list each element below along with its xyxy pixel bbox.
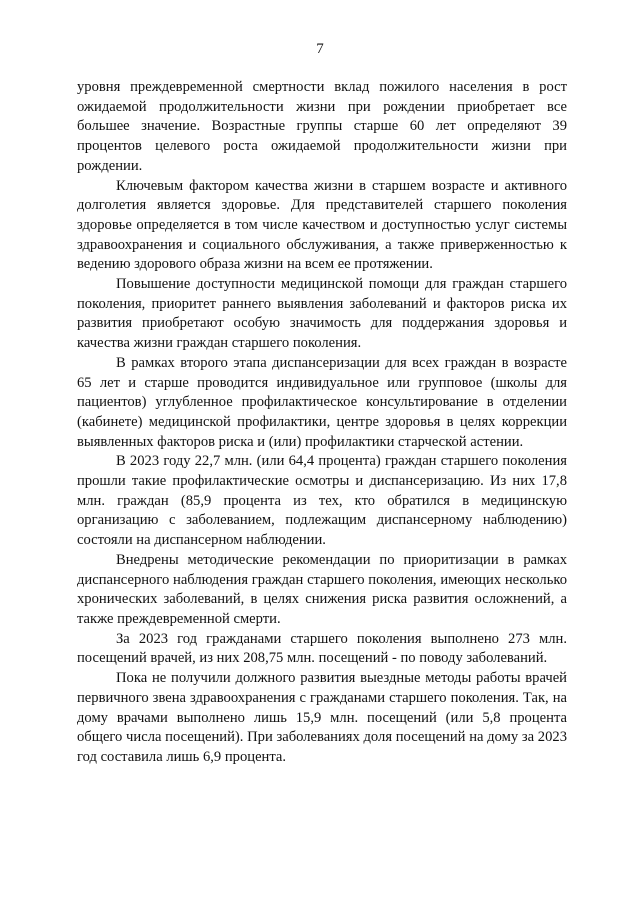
paragraph-7: За 2023 год гражданами старшего поколения выполнено 273 млн. посещений врачей, из них 208,75 млн. посещений - по поводу заболеваний. [77,630,567,667]
document-body [77,78,567,768]
paragraph-5: В 2023 году 22,7 млн. (или 64,4 процента) граждан старшего поколения прошли такие профилактические осмотры и диспансеризацию. Из них 17,8 млн. граждан (85,9 процента из тех, кто обратился в медицинскую организацию с заболеванием, подлежащим диспансерному наблюдению) состояли на диспансерном наблюдении. [77,453,567,549]
paragraph-6: Внедрены методические рекомендации по приоритизации в рамках диспансерного наблюдения граждан старшего поколения, имеющих несколько хронических заболеваний, в целях снижения риска развития осложнений, а также преждевременной смерти. [77,551,567,627]
page-number: 7 [316,41,324,57]
paragraph-4: В рамках второго этапа диспансеризации для всех граждан в возрасте 65 лет и старше проводится индивидуальное или групповое (школы для пациентов) углубленное профилактическое консультирование в отделении (кабинете) медицинской профилактики, центре здоровья в целях коррекции выявленных факторов риска и (или) профилактики старческой астении. [77,354,567,450]
paragraph-3: Повышение доступности медицинской помощи для граждан старшего поколения, приоритет раннего выявления заболеваний и факторов риска их развития приобретают особую значимость для поддержания здоровья и качества жизни граждан старшего поколения. [77,276,567,352]
paragraph-8: Пока не получили должного развития выездные методы работы врачей первичного звена здравоохранения с гражданами старшего поколения. Так, на дому врачами выполнено лишь 15,9 млн. посещений (или 5,8 процента общего числа посещений). При заболеваниях доля посещений на дому за 2023 год составила лишь 6,9 процента. [77,670,567,765]
paragraph-2: Ключевым фактором качества жизни в старшем возрасте и активного долголетия является здоровье. Для представителей старшего поколения здоровье определяется в том числе качеством и доступностью услуг системы здравоохранения и социального обслуживания, а также приверженностью к ведению здорового образа жизни на всем ее протяжении. [77,177,567,273]
paragraph-1: уровня преждевременной смертности вклад пожилого населения в рост ожидаемой продолжительности жизни при рождении приобретает все большее значение. Возрастные группы старше 60 лет определяют 39 процентов целевого роста ожидаемой продолжительности жизни при рождении. [77,79,567,174]
